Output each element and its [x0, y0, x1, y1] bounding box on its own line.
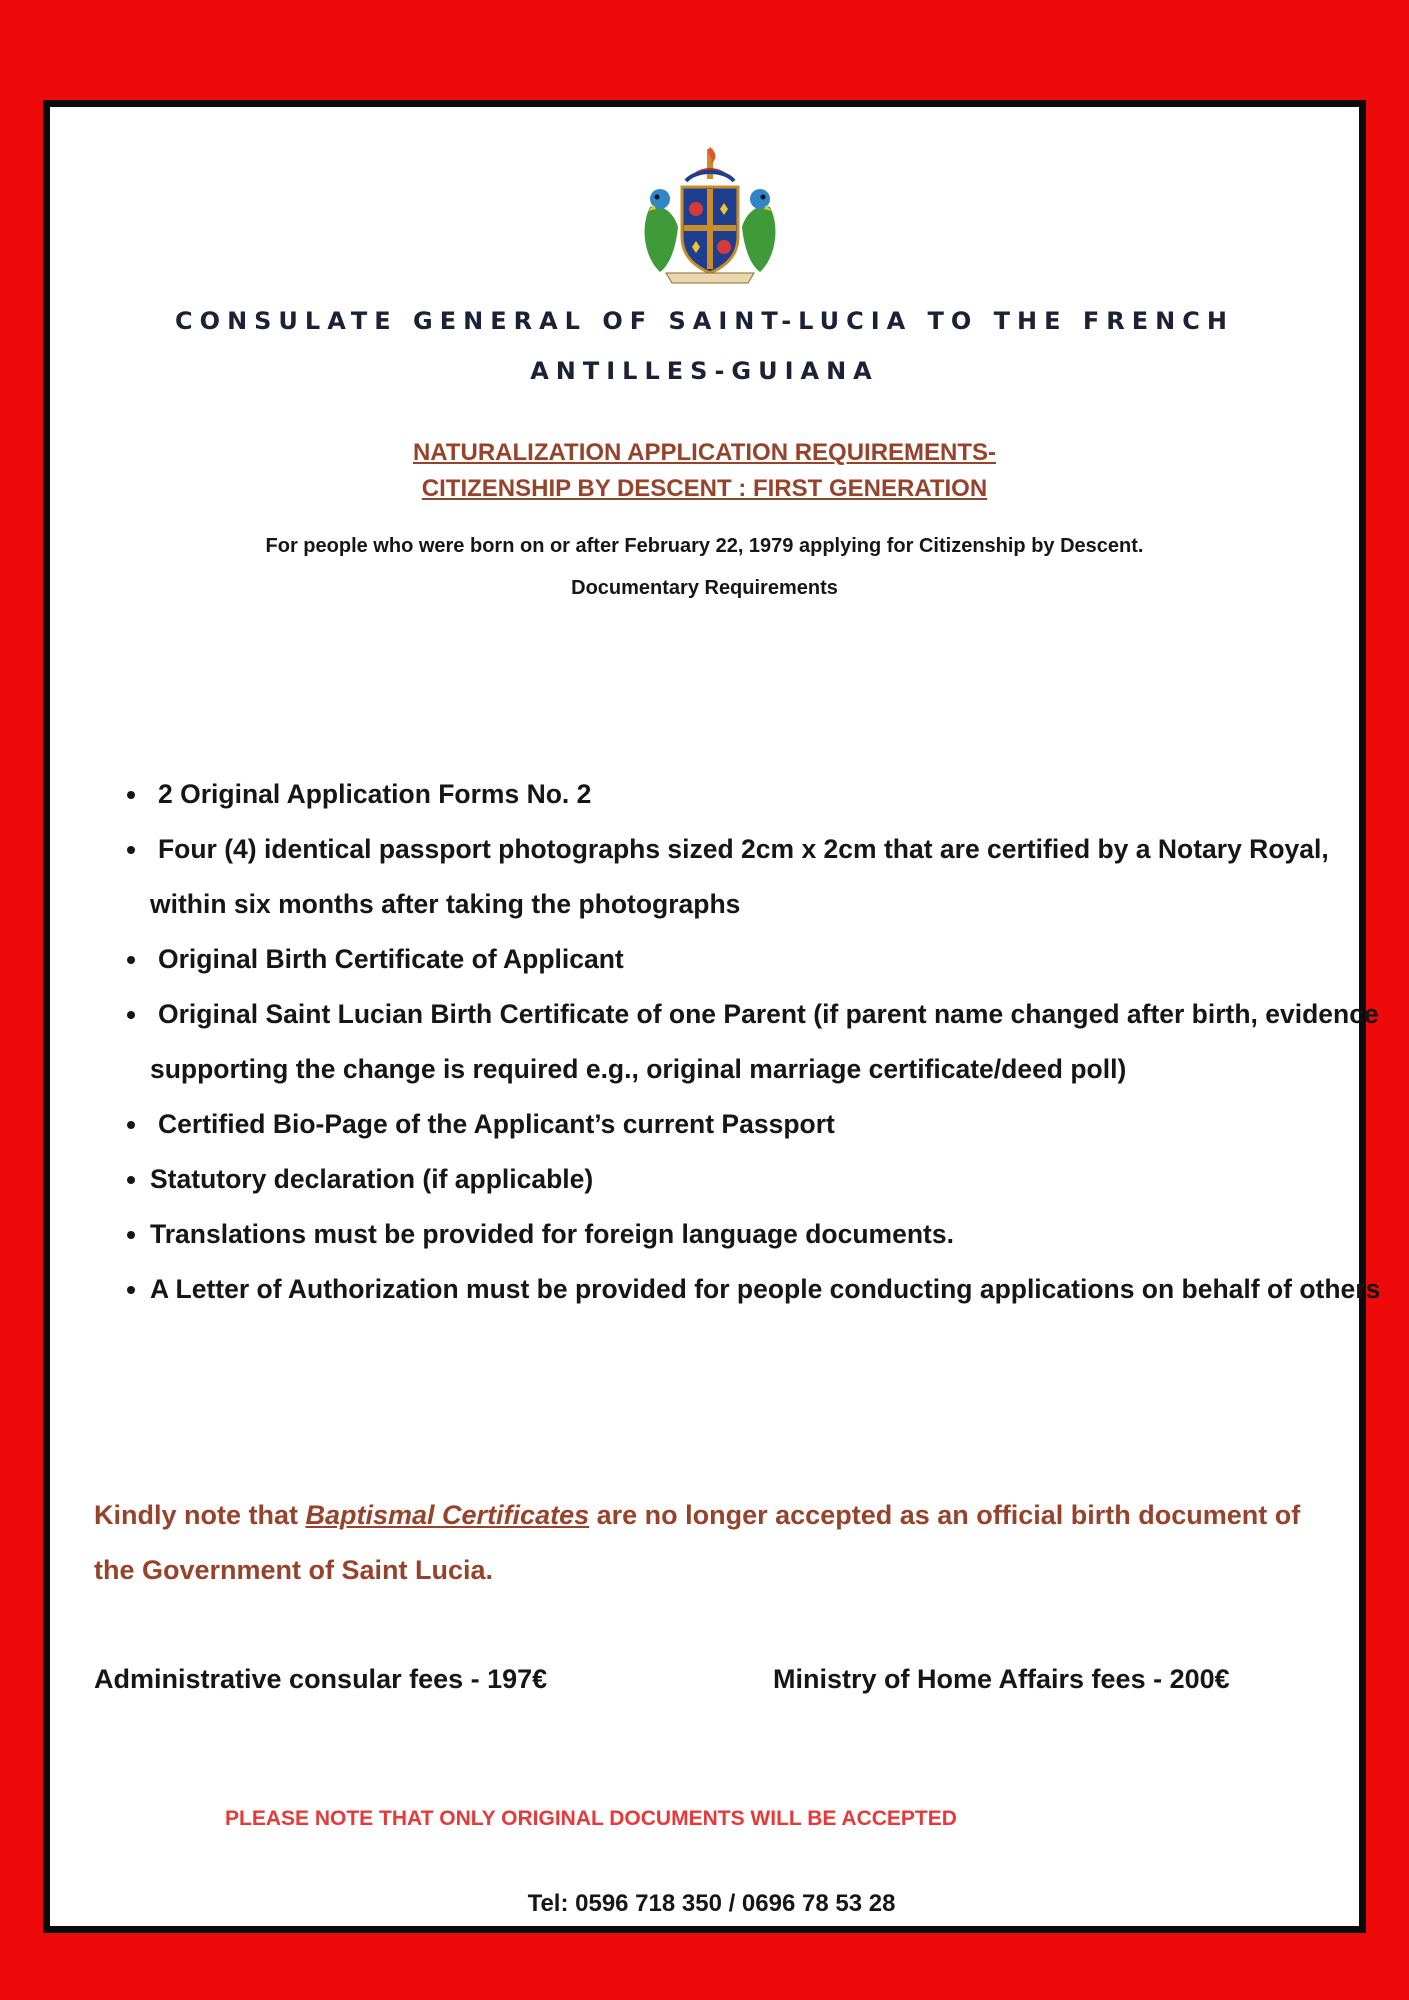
list-item: • Certified Bio-Page of the Applicant’s current Passport [150, 1097, 1390, 1152]
list-item: • Four (4) identical passport photographs sized 2cm x 2cm that are certified by a Notary Royal, within six months after taking the photographs [150, 822, 1390, 932]
requirements-list [110, 767, 1390, 1317]
note-text-after: are no longer accepted as an official birth document of the Government of Saint Lucia. [94, 1500, 1301, 1585]
consular-fees: Administrative consular fees - 197€ [94, 1664, 548, 1694]
eligibility-intro: For people who were born on or after February 22, 1979 applying for Citizenship by Descent. [265, 535, 1144, 557]
list-item: • Statutory declaration (if applicable) [150, 1152, 1390, 1207]
note-emphasis: Baptismal Certificates [305, 1500, 590, 1530]
baptismal-certificate-note [94, 1488, 1344, 1598]
document-title-line-1: NATURALIZATION APPLICATION REQUIREMENTS- [412, 439, 997, 466]
requirements-heading: Documentary Requirements [571, 577, 838, 599]
ministry-fees: Ministry of Home Affairs fees - 200€ [773, 1664, 1230, 1694]
original-documents-warning: PLEASE NOTE THAT ONLY ORIGINAL DOCUMENTS WILL BE ACCEPTED [225, 1807, 957, 1830]
document-title-line-2: CITIZENSHIP BY DESCENT : FIRST GENERATION [421, 475, 988, 502]
list-item: • Original Birth Certificate of Applicant [150, 932, 1390, 987]
list-item: • A Letter of Authorization must be provided for people conducting applications on behalf of others [150, 1262, 1390, 1317]
document-sheet [43, 100, 1381, 1933]
note-text-before: Kindly note that [94, 1500, 306, 1530]
coat-of-arms-icon [630, 147, 790, 287]
consulate-name-line-2: ANTILLES-GUIANA [530, 357, 879, 385]
telephone-contact: Tel: 0596 718 350 / 0696 78 53 28 [527, 1890, 896, 1917]
list-item: • Translations must be provided for foreign language documents. [150, 1207, 1390, 1262]
consulate-name-line-1: CONSULATE GENERAL OF SAINT-LUCIA TO THE FRENCH [175, 307, 1234, 335]
list-item: • 2 Original Application Forms No. 2 [150, 767, 1390, 822]
list-item: • Original Saint Lucian Birth Certificate of one Parent (if parent name changed after birth, evidence supporting the change is required e.g., original marriage certificate/deed poll) [150, 987, 1390, 1097]
